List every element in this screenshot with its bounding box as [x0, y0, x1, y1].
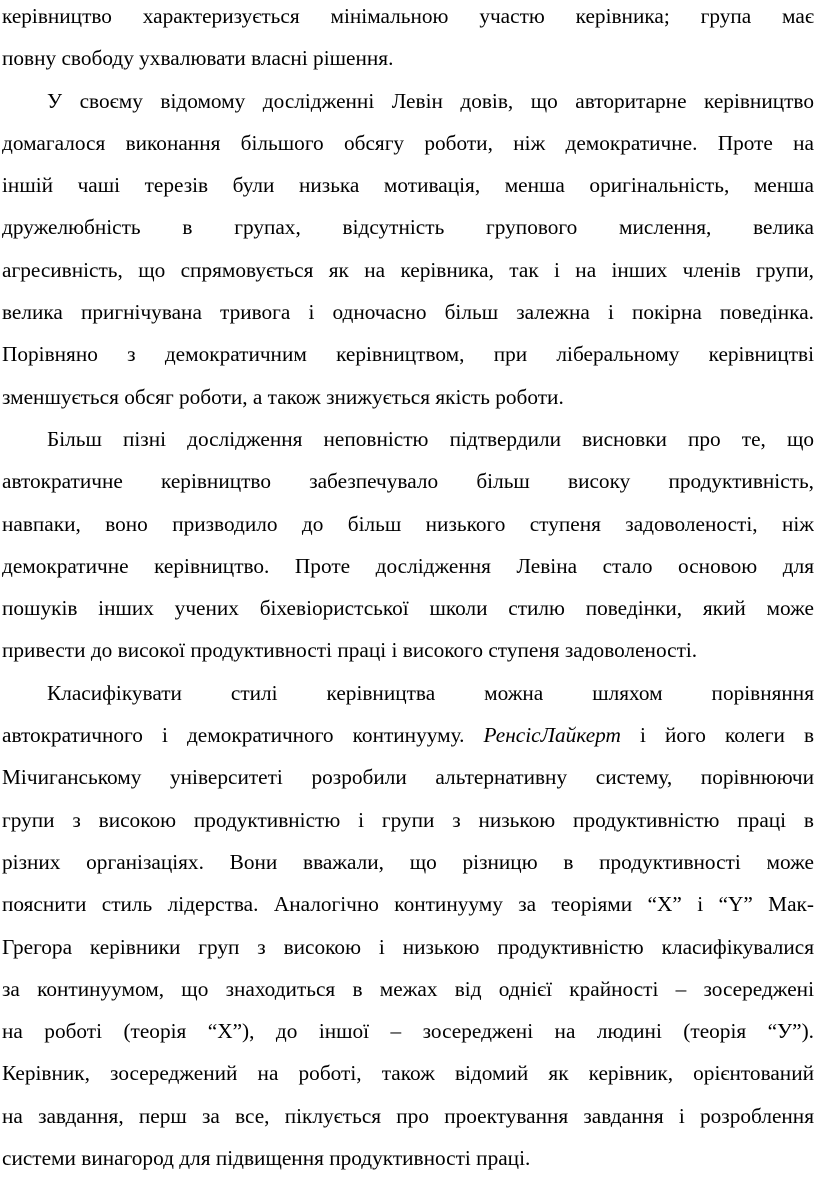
text-line: У своєму відомому дослідженні Левін довів, що авторитарне керівництво [47, 88, 814, 113]
text-line: керівництво характеризується мінімальною участю керівника; група має [2, 4, 814, 28]
italic-name: РенсісЛайкерт [483, 723, 621, 748]
paragraph [2, 0, 814, 80]
text-line: домагалося виконання більшого обсягу роботи, ніж демократичне. Проте на [2, 130, 814, 155]
text-line: різних організаціях. Вони вважали, що різницю в продуктивності може [2, 849, 814, 874]
text-line: на роботі (теорія “X”), до іншої – зосереджені на людині (теорія “У”). [2, 1019, 814, 1044]
text-line: Мічиганському університеті розробили альтернативну систему, порівнюючи [2, 765, 814, 790]
text-line: системи винагород для підвищення продуктивності праці. [2, 1146, 531, 1171]
text-line: автократичного і демократичного континууму. РенсісЛайкерт і його колеги в [2, 723, 814, 748]
text-line: дружелюбність в групах, відсутність групового мислення, велика [2, 215, 814, 240]
paragraph [2, 418, 814, 672]
text-line: привести до високої продуктивності праці і високого ступеня задоволеності. [2, 638, 698, 663]
text-line: Більш пізні дослідження неповністю підтвердили висновки про те, що [47, 426, 814, 451]
text-line: зменшується обсяг роботи, а також знижується якість роботи. [2, 384, 564, 409]
text-line: на завдання, перш за все, піклується про проектування завдання і розроблення [2, 1103, 814, 1128]
text-line: демократичне керівництво. Проте дослідження Левіна стало основою для [2, 553, 814, 578]
text-line: пошуків інших учених біхевіористської школи стилю поведінки, який може [2, 596, 814, 621]
text-line: Порівняно з демократичним керівництвом, при ліберальному керівництві [2, 342, 814, 367]
paragraph [2, 672, 814, 1180]
text-line: Грегора керівники груп з високою і низькою продуктивністю класифікувалися [2, 934, 814, 959]
text-line: навпаки, воно призводило до більш низького ступеня задоволеності, ніж [2, 511, 814, 536]
text-line: повну свободу ухвалювати власні рішення. [2, 46, 394, 71]
text-line: агресивність, що спрямовується як на керівника, так і на інших членів групи, [2, 257, 814, 282]
text-line: Класифікувати стилі керівництва можна шляхом порівняння [47, 680, 814, 705]
text-line: групи з високою продуктивністю і групи з низькою продуктивністю праці в [2, 807, 814, 832]
text-line: іншій чаші терезів були низька мотивація, менша оригінальність, менша [2, 173, 814, 198]
text-line: велика пригнічувана тривога і одночасно більш залежна і покірна поведінка. [2, 300, 814, 325]
paragraph [2, 80, 814, 418]
text-line: автократичне керівництво забезпечувало більш високу продуктивність, [2, 469, 814, 494]
text-line: Керівник, зосереджений на роботі, також відомий як керівник, орієнтований [2, 1061, 814, 1086]
text-line: за континуумом, що знаходиться в межах від однієї крайності – зосереджені [2, 976, 814, 1001]
text-line: пояснити стиль лідерства. Аналогічно континууму за теоріями “X” і “Y” Мак- [2, 892, 814, 917]
